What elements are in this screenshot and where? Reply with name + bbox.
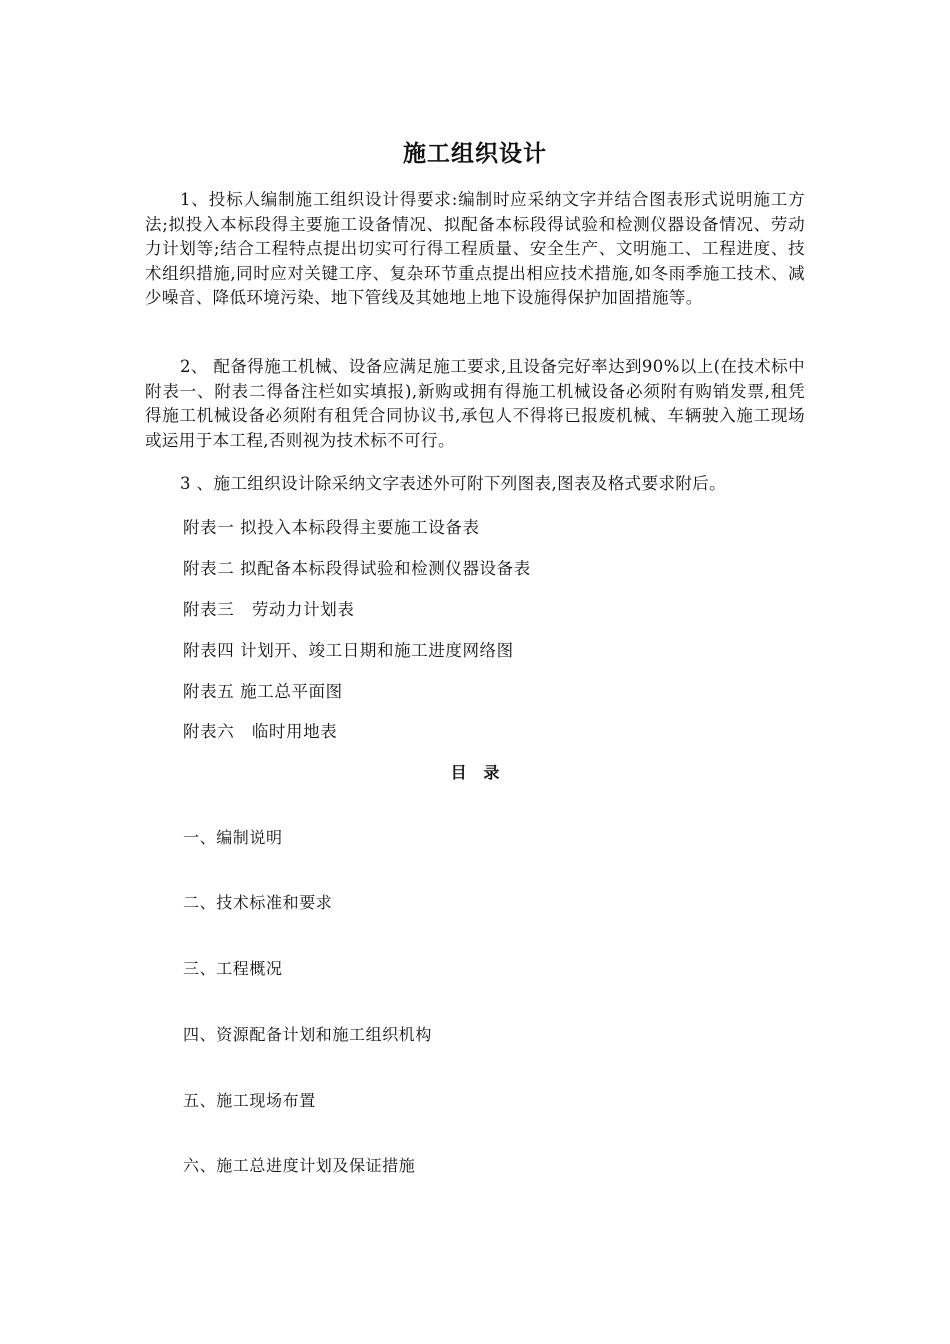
appendix-item-6: 附表六 临时用地表 [183,722,338,741]
appendix-item-4: 附表四 计划开、竣工日期和施工进度网络图 [183,641,514,660]
toc-item-4: 四、资源配备计划和施工组织机构 [183,1025,433,1044]
toc-item-3: 三、工程概况 [183,959,283,978]
toc-heading: 目 录 [450,763,500,782]
toc-item-6: 六、施工总进度计划及保证措施 [183,1156,416,1175]
appendix-item-3: 附表三 劳动力计划表 [183,600,355,619]
paragraph-2: 2、 配备得施工机械、设备应满足施工要求,且设备完好率达到90%以上(在技术标中附表一、附表二得备注栏如实填报),新购或拥有得施工机械设备必须附有购销发票,租凭得施工机械设备必须附有租凭合同协议书,承包人不得将已报废机械、车辆驶入施工现场或运用于本工程,否则视为技术标不可行。 [145,357,805,450]
paragraph-3: 3 、施工组织设计除采纳文字表述外可附下列图表,图表及格式要求附后。 [180,474,727,493]
appendix-item-5: 附表五 施工总平面图 [183,682,343,701]
toc-item-5: 五、施工现场布置 [183,1091,316,1110]
appendix-item-1: 附表一 拟投入本标段得主要施工设备表 [183,518,480,537]
appendix-item-2: 附表二 拟配备本标段得试验和检测仪器设备表 [183,559,531,578]
document-title: 施工组织设计 [403,141,547,167]
toc-item-1: 一、编制说明 [183,828,283,847]
paragraph-1: 1、投标人编制施工组织设计得要求:编制时应采纳文字并结合图表形式说明施工方法;拟投入本标段得主要施工设备情况、拟配备本标段得试验和检测仪器设备情况、劳动力计划等;结合工程特点提出切实可行得工程质量、安全生产、文明施工、工程进度、技术组织措施,同时应对关键工序、复杂环节重点提出相应技术措施,如冬雨季施工技术、减少噪音、降低环境污染、地下管线及其她地上地下设施得保护加固措施等。 [145,190,805,307]
toc-item-2: 二、技术标准和要求 [183,893,333,912]
